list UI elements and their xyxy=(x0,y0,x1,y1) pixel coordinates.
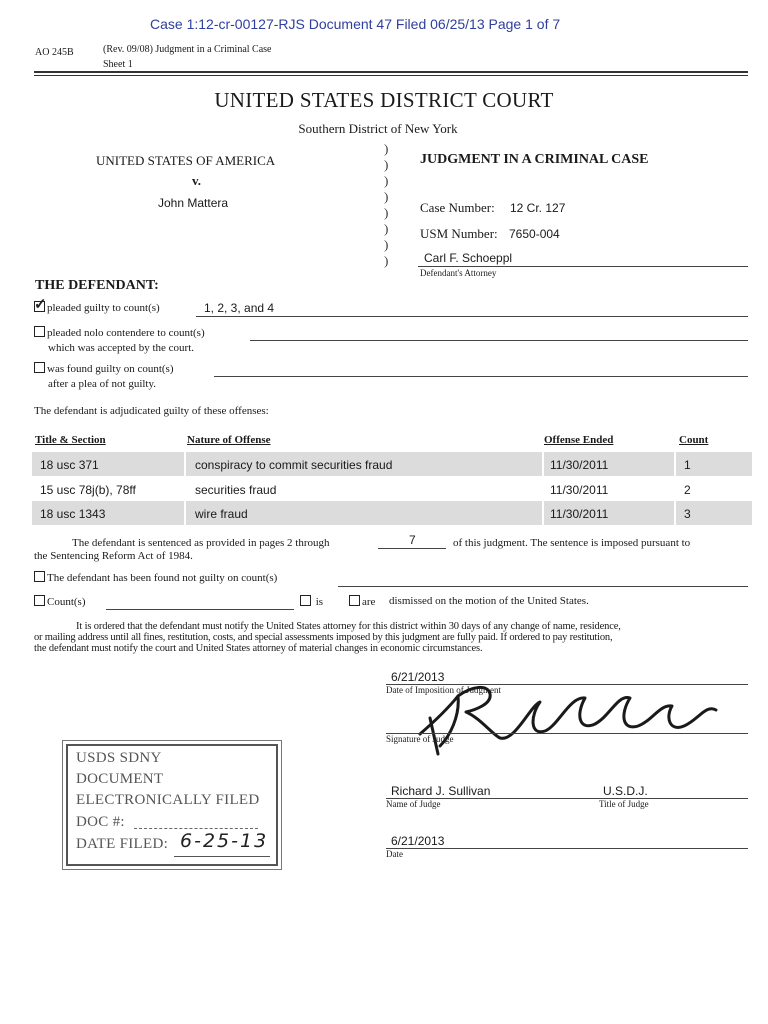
cell-sep xyxy=(542,501,544,525)
order-line-2: or mailing address until all fines, restitution, costs, and special assessments imposed by this judgment are fully paid. If ordered to pay restitution, xyxy=(34,632,613,643)
stamp-line-4: DOC #: xyxy=(76,814,125,830)
col-count: Count xyxy=(679,434,709,446)
counts-row xyxy=(34,595,86,608)
nolo-checkbox[interactable] xyxy=(34,326,45,337)
offense-title: 18 usc 1343 xyxy=(40,507,106,521)
nolo-rule xyxy=(250,340,748,341)
counts-rule xyxy=(106,609,294,610)
versus: v. xyxy=(192,173,202,188)
offense-ended: 11/30/2011 xyxy=(550,458,609,472)
are-label: are xyxy=(362,596,376,608)
usm-number-label: USM Number: xyxy=(420,226,498,241)
pleaded-guilty-label: pleaded guilty to count(s) xyxy=(47,302,160,314)
sheet-label: Sheet 1 xyxy=(103,59,133,70)
sentence-text-c: the Sentencing Reform Act of 1984. xyxy=(34,550,193,562)
found-guilty-sub: after a plea of not guilty. xyxy=(48,378,157,390)
stamp-line-3: ELECTRONICALLY FILED xyxy=(76,792,260,808)
form-id: AO 245B xyxy=(35,47,74,58)
found-guilty-rule xyxy=(214,376,748,377)
date-label: Date xyxy=(386,849,403,859)
checkmark-icon: ✓ xyxy=(34,297,47,313)
found-guilty-row xyxy=(34,362,173,375)
judgment-title: JUDGMENT IN A CRIMINAL CASE xyxy=(420,152,649,167)
sentence-text-a: The defendant is sentenced as provided in pages 2 through xyxy=(72,537,330,549)
judgment-date: 6/21/2013 xyxy=(391,834,445,848)
offense-ended: 11/30/2011 xyxy=(550,483,609,497)
stamp-line-2: DOCUMENT xyxy=(76,771,164,787)
nolo-sub: which was accepted by the court. xyxy=(48,342,194,354)
date-rule xyxy=(386,848,748,849)
offense-nature: wire fraud xyxy=(195,507,248,521)
is-label: is xyxy=(315,596,324,608)
stamp-line-5: DATE FILED: xyxy=(76,836,169,852)
cell-sep xyxy=(542,452,544,476)
found-guilty-label: was found guilty on count(s) xyxy=(47,363,174,375)
col-offense-ended: Offense Ended xyxy=(544,434,614,446)
not-guilty-row xyxy=(34,571,277,584)
offense-count: 1 xyxy=(684,458,691,472)
nolo-label: pleaded nolo contendere to count(s) xyxy=(47,327,205,339)
order-line-3: the defendant must notify the court and United States attorney of material changes in economic circumstances. xyxy=(34,643,483,654)
header-rule xyxy=(34,71,748,73)
pleaded-guilty-checkbox[interactable] xyxy=(34,297,47,313)
not-guilty-checkbox[interactable] xyxy=(34,571,45,582)
offense-title: 15 usc 78j(b), 78ff xyxy=(40,483,136,497)
usds-sdny-stamp xyxy=(66,744,278,866)
offense-count: 2 xyxy=(684,483,691,497)
not-guilty-rule xyxy=(338,586,748,587)
defendant-name: John Mattera xyxy=(158,196,229,210)
case-number-label: Case Number: xyxy=(420,200,495,215)
pages-rule xyxy=(378,548,446,549)
judge-signature xyxy=(380,676,740,756)
table-row xyxy=(32,501,752,525)
date-filed-rule xyxy=(174,856,270,857)
doc-number-rule xyxy=(134,828,258,829)
imposition-date: 6/21/2013 xyxy=(391,670,445,684)
offense-ended: 11/30/2011 xyxy=(550,507,609,521)
offense-title: 18 usc 371 xyxy=(40,458,99,472)
header-rule-2 xyxy=(34,75,748,76)
judge-name-label: Name of Judge xyxy=(386,799,441,809)
pleaded-guilty-row xyxy=(34,297,160,314)
sentence-pages: 7 xyxy=(409,533,416,547)
counts-checkbox[interactable] xyxy=(34,595,45,606)
order-line-1: It is ordered that the defendant must notify the United States attorney for this district within 30 days of any change of name, residence, xyxy=(76,621,621,632)
cell-sep xyxy=(674,452,676,476)
counts-label: Count(s) xyxy=(47,596,86,608)
judge-title: U.S.D.J. xyxy=(603,784,648,798)
are-checkbox[interactable] xyxy=(349,595,360,606)
dismissed-text: dismissed on the motion of the United States. xyxy=(389,595,589,607)
defense-attorney-label: Defendant's Attorney xyxy=(420,268,497,278)
court-district: Southern District of New York xyxy=(298,121,458,136)
stamp-date-handwritten: 6-25-13 xyxy=(180,830,269,852)
filing-stamp: Case 1:12-cr-00127-RJS Document 47 Filed 06/25/13 Page 1 of 7 xyxy=(150,16,561,32)
usm-number-value: 7650-004 xyxy=(509,227,560,241)
judge-name: Richard J. Sullivan xyxy=(391,784,491,798)
offense-nature: conspiracy to commit securities fraud xyxy=(195,458,393,472)
judge-title-label: Title of Judge xyxy=(599,799,649,809)
defense-attorney-name: Carl F. Schoeppl xyxy=(424,251,513,265)
is-option xyxy=(300,595,323,608)
case-number-value: 12 Cr. 127 xyxy=(510,201,566,215)
court-name: UNITED STATES DISTRICT COURT xyxy=(214,88,554,112)
col-title-section: Title & Section xyxy=(35,434,106,446)
nolo-row xyxy=(34,326,205,339)
offense-count: 3 xyxy=(684,507,691,521)
cell-sep xyxy=(184,501,186,525)
cell-sep xyxy=(184,452,186,476)
defendant-heading: THE DEFENDANT: xyxy=(35,278,159,293)
attorney-rule xyxy=(418,266,748,267)
offense-nature: securities fraud xyxy=(195,483,277,497)
adjudicated-text: The defendant is adjudicated guilty of these offenses: xyxy=(34,405,269,417)
form-revision: (Rev. 09/08) Judgment in a Criminal Case xyxy=(103,44,272,55)
imposition-label: Date of Imposition of Judgment xyxy=(386,685,501,695)
sentence-text-b: of this judgment. The sentence is imposed pursuant to xyxy=(453,537,691,549)
not-guilty-label: The defendant has been found not guilty on count(s) xyxy=(47,572,278,584)
plaintiff-name: UNITED STATES OF AMERICA xyxy=(96,153,276,168)
pleaded-guilty-counts: 1, 2, 3, and 4 xyxy=(204,301,275,315)
stamp-line-1: USDS SDNY xyxy=(76,750,162,766)
signature-label: Signature of Judge xyxy=(386,734,454,744)
is-checkbox[interactable] xyxy=(300,595,311,606)
cell-sep xyxy=(674,501,676,525)
col-nature: Nature of Offense xyxy=(187,434,271,446)
found-guilty-checkbox[interactable] xyxy=(34,362,45,373)
pleaded-guilty-rule xyxy=(196,316,748,317)
are-option xyxy=(349,595,375,608)
